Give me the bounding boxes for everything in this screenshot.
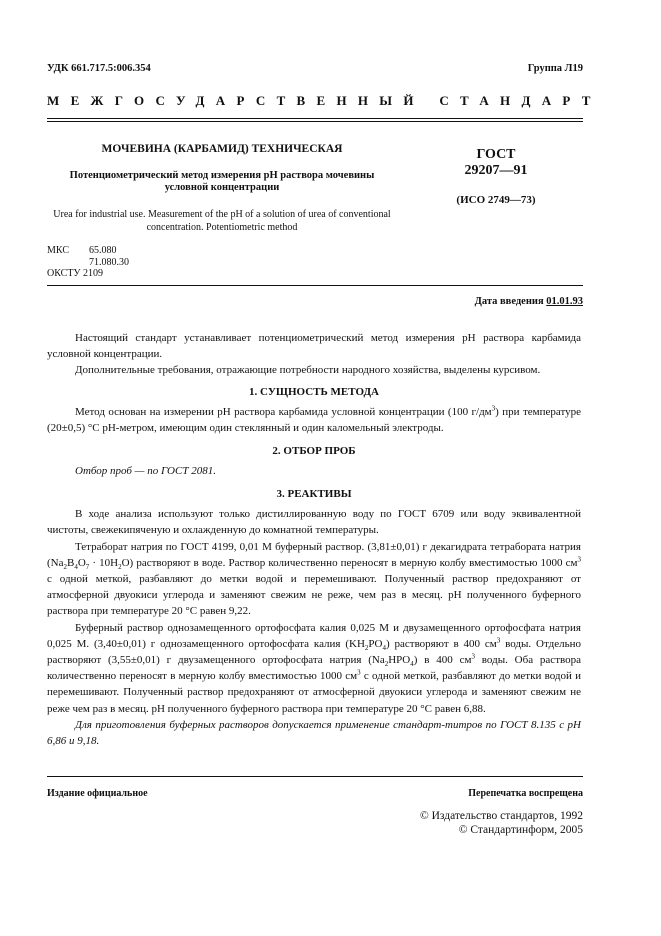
intro-paragraph-2: Дополнительные требования, отражающие потребности народного хозяйства, выделены курсивом. (75, 364, 541, 377)
section-3-heading: 3. РЕАКТИВЫ (276, 488, 352, 501)
section-3-paragraph-2: Тетраборат натрия по ГОСТ 4199, 0,01 М буферный раствор. (3,81±0,01) г декагидрата тетрабората натрия $(Na_2B_4O_7 \cdot 10H_2O)$ растворяют в воде. Раствор количественно переносят в мерную колбу вместимостью 1000 $см^3$ с одной меткой, разбавляют до метки водой и перемешивают. Полученный раствор предохраняют от атмосферной двуокиси углерода и заменяют свежим не реже, чем раз в месяц. pH полученного буферного раствора при температуре 20 °С равен 9,22. (47, 540, 581, 618)
udk-code: УДК 661.717.5:006.354 (47, 63, 151, 74)
header-rule-bottom (47, 121, 583, 122)
mks-code-1: 65.080 (89, 245, 117, 256)
section-3-paragraph-1: В ходе анализа используют только дистиллированную воду по ГОСТ 6709 или воду эквивалентной чистоты, свежекипяченую и охлажденную до комнатной температуры. (47, 508, 581, 537)
footer-rule (47, 776, 583, 777)
gost-number: 29207—91 (464, 163, 528, 178)
copyright-1: © Издательство стандартов, 1992 (419, 810, 583, 822)
copyright-2: © Стандартинформ, 2005 (458, 824, 583, 836)
reprint-notice: Перепечатка воспрещена (468, 788, 583, 799)
official-edition: Издание официальное (47, 788, 148, 799)
section-3-paragraph-4: Для приготовления буферных растворов допускается применение стандарт-титров по ГОСТ 8.135 с pH 6,86 и 9,18. (47, 718, 581, 748)
section-1-heading: 1. СУЩНОСТЬ МЕТОДА (249, 385, 379, 398)
header-rule-top (47, 118, 583, 119)
codes-rule (47, 285, 583, 286)
iso-reference: (ИСО 2749—73) (456, 194, 536, 206)
mks-code-2: 71.080.30 (89, 257, 129, 268)
gost-label: ГОСТ (476, 147, 516, 162)
intro-date-label: Дата введения (474, 296, 544, 307)
section-2-heading: 2. ОТБОР ПРОБ (272, 445, 356, 458)
section-2-paragraph: Отбор проб — по ГОСТ 2081. (75, 465, 216, 478)
english-title: Urea for industrial use. Measurement of the pH of a solution of urea of conventional concentration. Potentiometric method (53, 209, 391, 233)
okstu-code: ОКСТУ 2109 (47, 268, 104, 279)
interstate-standard-heading: МЕЖГОСУДАРСТВЕННЫЙ СТАНДАРТ (47, 93, 602, 108)
intro-date (475, 296, 583, 307)
intro-paragraph-1: Настоящий стандарт устанавливает потенциометрический метод измерения pH раствора карбамида условной концентрации. (47, 332, 581, 361)
intro-date-value: 01.01.93 (546, 296, 583, 307)
document-title: МОЧЕВИНА (КАРБАМИД) ТЕХНИЧЕСКАЯ (101, 143, 343, 155)
section-1-paragraph: Метод основан на измерении pH раствора карбамида условной концентрации (100 $г/дм^3$) при температуре (20±0,5) °С pH-метром, имеющим один стеклянный и один каломельный электроды. (47, 403, 582, 434)
document-body (47, 330, 581, 749)
group-code: Группа Л19 (527, 63, 583, 74)
mks-label: МКС (47, 245, 69, 256)
document-subtitle: Потенциометрический метод измерения pH раствора мочевины условной концентрации (69, 170, 375, 193)
section-3-paragraph-3: Буферный раствор однозамещенного ортофосфата калия 0,025 М и двузамещенного ортофосфата натрия 0,025 М. (3,40±0,01) г однозамещенного ортофосфата калия $(KH_2PO_4)$ растворяют в 400 $см^3$ воды. Отдельно растворяют (3,55±0,01) г двузамещенного ортофосфата натрия $(Na_2HPO_4)$ в 400 $см^3$ воды. Оба раствора количественно переносят в мерную колбу вместимостью 1000 $см^3$ с одной меткой, разбавляют до метки водой и перемешивают. Полученный раствор предохраняют от атмосферной двуокиси углерода и заменяют свежим не реже чем раз в месяц. pH полученного буферного раствора при температуре 20 °С равен 6,88. (47, 621, 581, 715)
